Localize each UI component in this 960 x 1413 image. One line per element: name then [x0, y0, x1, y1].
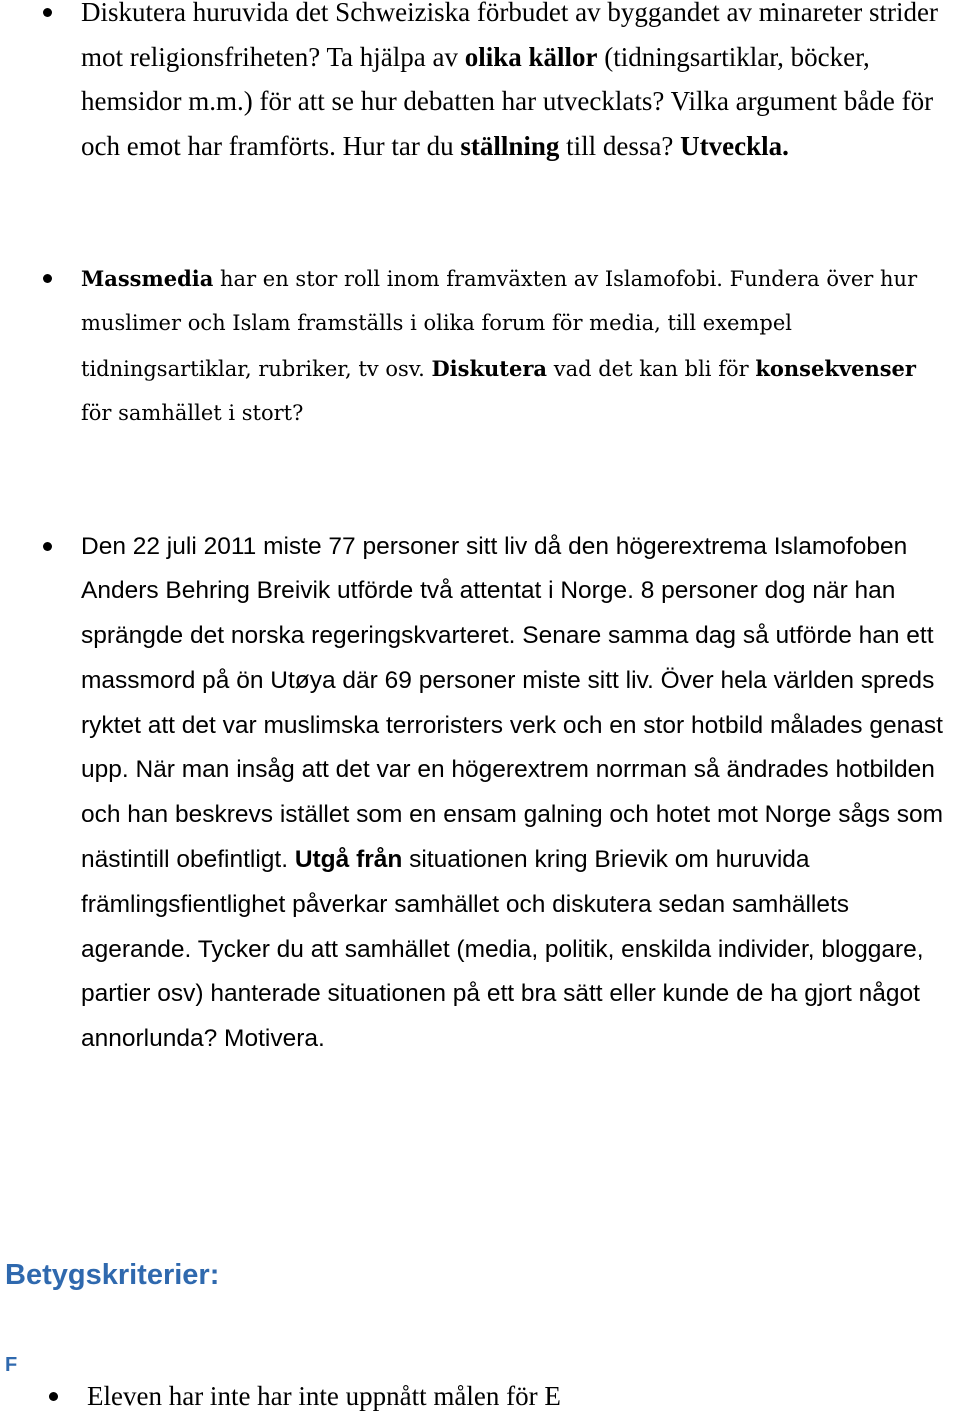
text-segment: sprängde det norska regeringskvarteret. Senare samma dag så utförde han ett: [81, 622, 934, 650]
bullet-icon: [43, 542, 52, 551]
criteria-item: [87, 1381, 561, 1411]
text-segment: partier osv) hanterade situationen på ett bra sätt eller kunde de ha gjort något: [81, 980, 920, 1008]
text-segment: nästintill obefintligt.: [81, 846, 295, 874]
text-line: [81, 972, 920, 1017]
text-segment: (tidningsartiklar, böcker,: [597, 41, 870, 72]
text-line: [81, 659, 934, 704]
text-segment: agerande. Tycker du att samhället (media, politik, enskilda individer, bloggare,: [81, 935, 924, 963]
bold-text: Utveckla.: [680, 130, 789, 161]
bullet-icon: [43, 8, 52, 17]
text-line: [81, 301, 792, 346]
text-segment: för samhället i stort?: [81, 400, 304, 425]
text-segment: annorlunda? Motivera.: [81, 1025, 325, 1053]
text-segment: Diskutera huruvida det Schweiziska förbudet av byggandet av minareter strider: [81, 0, 938, 27]
text-segment: situationen kring Brievik om huruvida: [402, 846, 810, 874]
bullet-icon: [49, 1392, 58, 1401]
text-line: [81, 0, 938, 35]
text-line: [81, 79, 933, 124]
text-line: [81, 256, 917, 301]
text-line: [81, 793, 943, 838]
text-segment: vad det kan bli för: [547, 356, 756, 381]
text-line: [81, 391, 303, 436]
text-segment: ryktet att det var muslimska terroristers verk och en stor hotbild målades genast: [81, 711, 943, 739]
text-line: [81, 928, 924, 973]
task-text: [81, 256, 917, 436]
text-segment: Anders Behring Breivik utförde två attentat i Norge. 8 personer dog när han: [81, 577, 896, 605]
text-line: [81, 124, 789, 169]
text-line: [81, 838, 810, 883]
text-segment: muslimer och Islam framställs i olika forum för media, till exempel: [81, 310, 792, 335]
text-line: [81, 35, 870, 80]
text-segment: främlingsfientlighet påverkar samhället och diskutera sedan samhällets: [81, 890, 850, 918]
bold-text: Diskutera: [431, 355, 548, 381]
text-line: [81, 883, 849, 928]
criteria-text: Eleven har inte har inte uppnått målen för E: [87, 1381, 561, 1411]
text-line: [81, 525, 907, 570]
task-text: [81, 0, 938, 168]
grading-heading: Betygskriterier:: [5, 1259, 220, 1291]
text-segment: upp. När man insåg att det var en högerextrem norrman så ändrades hotbilden: [81, 756, 935, 784]
text-segment: har en stor roll inom framväxten av Islamofobi. Fundera över hur: [213, 266, 918, 291]
bold-text: Massmedia: [81, 265, 214, 291]
bold-text: olika källor: [464, 41, 598, 72]
text-segment: tidningsartiklar, rubriker, tv osv.: [81, 356, 432, 381]
text-segment: till dessa?: [559, 130, 681, 161]
text-segment: Den 22 juli 2011 miste 77 personer sitt liv då den högerextrema Islamofoben: [81, 532, 908, 560]
bold-text: Utgå från: [294, 846, 403, 874]
grade-label: F: [5, 1354, 18, 1376]
text-line: [81, 704, 943, 749]
text-segment: och han beskrevs istället som en ensam galning och hotet mot Norge sågs som: [81, 801, 944, 829]
text-segment: och emot har framförts. Hur tar du: [81, 130, 461, 161]
text-line: [81, 346, 916, 391]
text-segment: mot religionsfriheten? Ta hjälpa av: [81, 41, 465, 72]
bold-text: ställning: [460, 130, 560, 161]
text-line: [81, 1017, 325, 1062]
text-line: [81, 614, 934, 659]
text-segment: massmord på ön Utøya där 69 personer miste sitt liv. Över hela världen spreds: [81, 666, 935, 694]
bold-text: konsekvenser: [755, 355, 916, 381]
text-line: [81, 569, 895, 614]
bullet-icon: [43, 274, 52, 283]
text-segment: hemsidor m.m.) för att se hur debatten har utvecklats? Vilka argument både för: [81, 86, 934, 116]
text-line: [81, 748, 935, 793]
task-text: [81, 525, 943, 1063]
